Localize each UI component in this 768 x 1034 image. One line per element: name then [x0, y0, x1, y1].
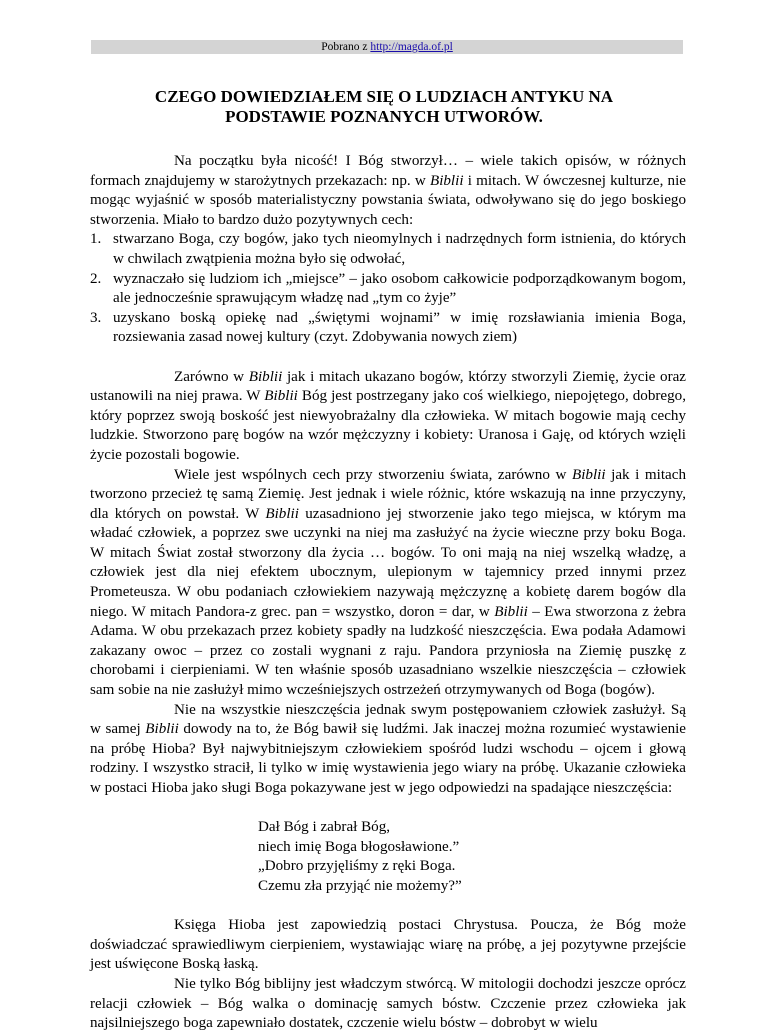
text-span: i mitach. W ówczesnej kulturze, nie mogąc wyjaśnić w sposób materialistyczny powstania świata, odwoływano się do jego boskiego stworzenia. Miało to bardzo dużo pozytywnych cech:: [90, 172, 686, 228]
text-span: – Ewa stworzona z żebra Adama. W obu przekazach przez kobiety spadły na ludzkość nieszczęścia. Ewa podała Adamowi zakazany owoc – przez co zostali wygnani z raju. Pandora przyniosła na Ziemię puszkę z chorobami i cierpieniami. W ten właśnie sposób uzasadniano wszelkie nieszczęścia – człowiek sam sobie na nie zasłużył mimo wcześniejszych ostrzeżeń otrzymywanych od Boga (bogów).: [90, 603, 687, 699]
list-number: 2.: [90, 270, 102, 287]
list-number: 1.: [90, 231, 102, 248]
title-line-1: CZEGO DOWIEDZIAŁEM SIĘ O LUDZIACH ANTYKU NA: [154, 87, 614, 106]
text-span: Na początku była nicość! I Bóg stworzył… – wiele takich opisów, w różnych formach znajdujemy w starożytnych przekazach: np. w: [90, 153, 686, 189]
italic-title: Biblii: [429, 172, 464, 189]
numbered-list: [90, 230, 686, 348]
document-title: [60, 87, 708, 127]
list-number: 3.: [90, 309, 102, 326]
italic-title: Biblii: [264, 388, 298, 405]
list-item: [90, 309, 686, 348]
text-span: Bóg jest postrzegany jako coś wielkiego, niepojętego, dobrego, który poprzez swoją boskość jest niewyobrażalny dla człowieka. W mitach bogowie mają cechy ludzkie. Stworzono parę bogów na wzór mężczyzny i kobiety: Uranosa i Gaję, od których wzięli życie pozostali bogowie.: [90, 388, 686, 463]
list-item: [90, 230, 686, 269]
source-link[interactable]: http://magda.of.pl: [370, 41, 453, 53]
text-span: dowody na to, że Bóg bawił się ludźmi. Jak inaczej można rozumieć wystawienie na próbę Hioba? Był najwybitniejszym człowiekiem spośród ludzi wschodu – ojcem i głową rodziny. I wszystko stracił, li tylko w imię wystawienia jego wiary na próbę. Ukazanie człowieka w postaci Hioba jako sługi Boga pokazywane jest w jego odpowiedzi na spadające nieszczęścia:: [90, 721, 687, 796]
poem-line: „Dobro przyjęliśmy z ręki Boga.: [258, 858, 456, 875]
list-item: [90, 270, 686, 309]
italic-title: Biblii: [494, 603, 528, 620]
source-header-bar: [91, 40, 683, 54]
text-span: jak i mitach tworzono przecież tę samą Ziemię. Jest jednak i wiele różnic, które wskazują na inne przyczyny, dla których on powstał. W: [90, 466, 687, 522]
text-span: Wiele jest wspólnych cech przy stworzeniu świata, zarówno w: [174, 466, 572, 483]
title-line-2: PODSTAWIE POZNANYCH UTWORÓW.: [225, 107, 543, 126]
paragraph-intro: [90, 152, 686, 230]
poem-line: Dał Bóg i zabrał Bóg,: [258, 819, 391, 836]
text-span: Nie na wszystkie nieszczęścia jednak swym postępowaniem człowiek zasłużył. Są w samej: [90, 701, 686, 738]
italic-title: Biblii: [145, 721, 179, 738]
poem-line: niech imię Boga błogosławione.”: [258, 838, 460, 855]
poem-line: Czemu zła przyjąć nie możemy?”: [258, 877, 462, 894]
paragraph-book-of-job: Księga Hioba jest zapowiedzią postaci Chrystusa. Poucza, że Bóg może doświadczać sprawiedliwym cierpieniem, wystawiając wiarę na próbę, a jej pozytywne przejście jest uświęcone Boską łaską.: [90, 917, 686, 973]
document-body: [90, 152, 686, 1034]
list-text: uzyskano boską opiekę nad „świętymi wojnami” w imię rozsławiania imienia Boga, rozsiewania zasad nowej kultury (czyt. Zdobywania nowych ziem): [113, 309, 686, 346]
list-text: wyznaczało się ludziom ich „miejsce” – jako osobom całkowicie podporządkowanym bogom, ale jednocześnie sprawującym władzę nad „tym co żyje”: [113, 270, 686, 307]
italic-title: Biblii: [571, 466, 606, 483]
paragraph-gods: [90, 368, 686, 466]
italic-title: Biblii: [265, 505, 299, 522]
text-span: Zarówno w: [174, 368, 249, 385]
text-span: jak i mitach ukazano bogów, którzy stworzyli Ziemię, życie oraz ustanowili na niej prawa. W: [90, 368, 687, 405]
paragraph-job: [90, 701, 686, 799]
paragraph-mythology: Nie tylko Bóg biblijny jest władczym stwórcą. W mitologii dochodzi jeszcze oprócz relacji człowiek – Bóg walka o dominację samych bóstw. Czczenie przez człowieka jak najsilniejszego boga zapewniało dostatek, czczenie wielu bóstw – dobrobyt w wielu: [90, 975, 686, 1032]
header-prefix: Pobrano z: [321, 41, 371, 53]
paragraph-creation: [90, 466, 686, 701]
quote-poem: [258, 818, 686, 896]
italic-title: Biblii: [248, 368, 283, 385]
text-span: uzasadniono jej stworzenie jako tego miejsca, w którym ma władać człowiek, a poprzez swe uczynki na niej ma zasłużyć na życie wieczne przy boku Boga. W mitach Świat został stworzony dla życia … bogów. To oni mają na niej wszelką władzę, a człowiek jest dla niej efektem ubocznym, ulepionym w tajemnicy przed innymi przez Prometeusza. W obu podaniach człowiekiem nazywają mężczyznę a kobietę darem bogów dla niego. W mitach Pandora-z grec. pan = wszystko, doron = dar, w: [90, 505, 686, 620]
list-text: stwarzano Boga, czy bogów, jako tych nieomylnych i nadrzędnych form istnienia, do których w chwilach zwątpienia można było się odwołać,: [113, 231, 686, 267]
